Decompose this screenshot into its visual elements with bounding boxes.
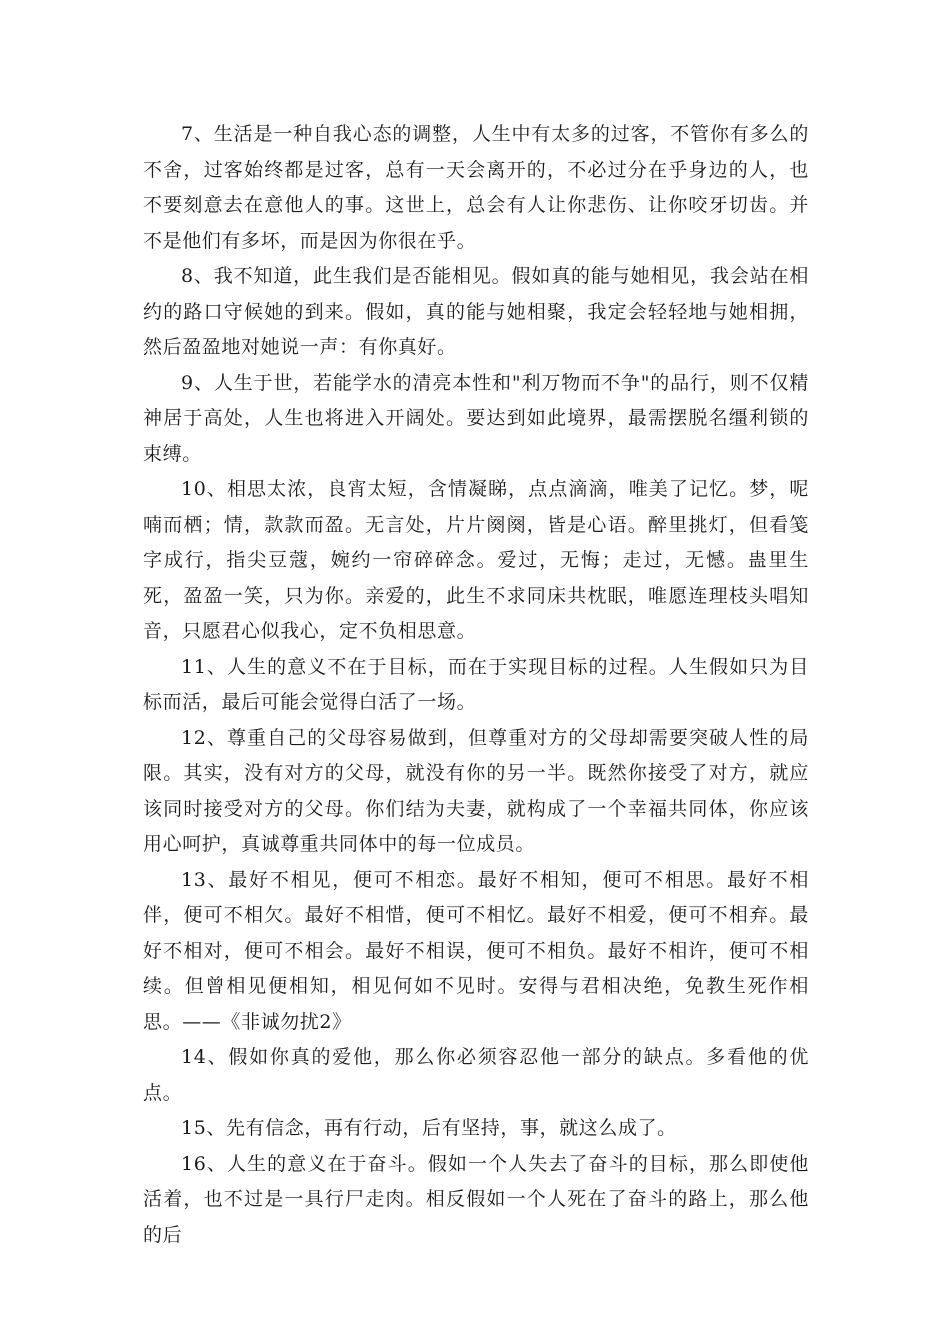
paragraph-13: 13、最好不相见，便可不相恋。最好不相知，便可不相思。最好不相伴，便可不相欠。最好不相惜，便可不相忆。最好不相爱，便可不相弃。最好不相对，便可不相会。最好不相误，便可不相负。最好不相许，便可不相续。但曾相见便相知，相见何如不见时。安得与君相决绝，免教生死作相思。——《非诚勿扰2》	[143, 868, 809, 1033]
paragraph-10: 10、相思太浓，良宵太短，含情凝睇，点点滴滴，唯美了记忆。梦，呢喃而栖；情，款款而盈。无言处，片片阕阕，皆是心语。醉里挑灯，但看笺字成行，指尖豆蔻，婉约一帘碎碎念。爱过，无悔；走过，无憾。蛊里生死，盈盈一笑，只为你。亲爱的，此生不求同床共枕眠，唯愿连理枝头唱知音，只愿君心似我心，定不负相思意。	[143, 478, 809, 642]
paragraph-14: 14、假如你真的爱他，那么你必须容忍他一部分的缺点。多看他的优点。	[143, 1046, 809, 1104]
paragraph-12: 12、尊重自己的父母容易做到，但尊重对方的父母却需要突破人性的局限。其实，没有对方的父母，就没有你的另一半。既然你接受了对方，就应该同时接受对方的父母。你们结为夫妻，就构成了一个幸福共同体，你应该用心呵护，真诚尊重共同体中的每一位成员。	[143, 726, 809, 855]
paragraph-7: 7、生活是一种自我心态的调整，人生中有太多的过客，不管你有多么的不舍，过客始终都是过客，总有一天会离开的，不必过分在乎身边的人，也不要刻意去在意他人的事。这世上，总会有人让你悲伤、让你咬牙切齿。并不是他们有多坏，而是因为你很在乎。	[143, 123, 809, 252]
paragraph-8: 8、我不知道，此生我们是否能相见。假如真的能与她相见，我会站在相约的路口守候她的到来。假如，真的能与她相聚，我定会轻轻地与她相拥，然后盈盈地对她说一声：有你真好。	[143, 265, 809, 358]
paragraph-15: 15、先有信念，再有行动，后有坚持，事，就这么成了。	[181, 1117, 677, 1139]
document-body	[143, 117, 809, 1253]
paragraph-16: 16、人生的意义在于奋斗。假如一个人失去了奋斗的目标，那么即使他活着，也不过是一具行尸走肉。相反假如一个人死在了奋斗的路上，那么他的后	[143, 1152, 809, 1246]
paragraph-9: 9、人生于世，若能学水的清亮本性和"利万物而不争"的品行，则不仅精神居于高处，人生也将进入开阔处。要达到如此境界，最需摆脱名缰利锁的束缚。	[143, 371, 809, 465]
paragraph-11: 11、人生的意义不在于目标，而在于实现目标的过程。人生假如只为目标而活，最后可能会觉得白活了一场。	[143, 655, 809, 713]
